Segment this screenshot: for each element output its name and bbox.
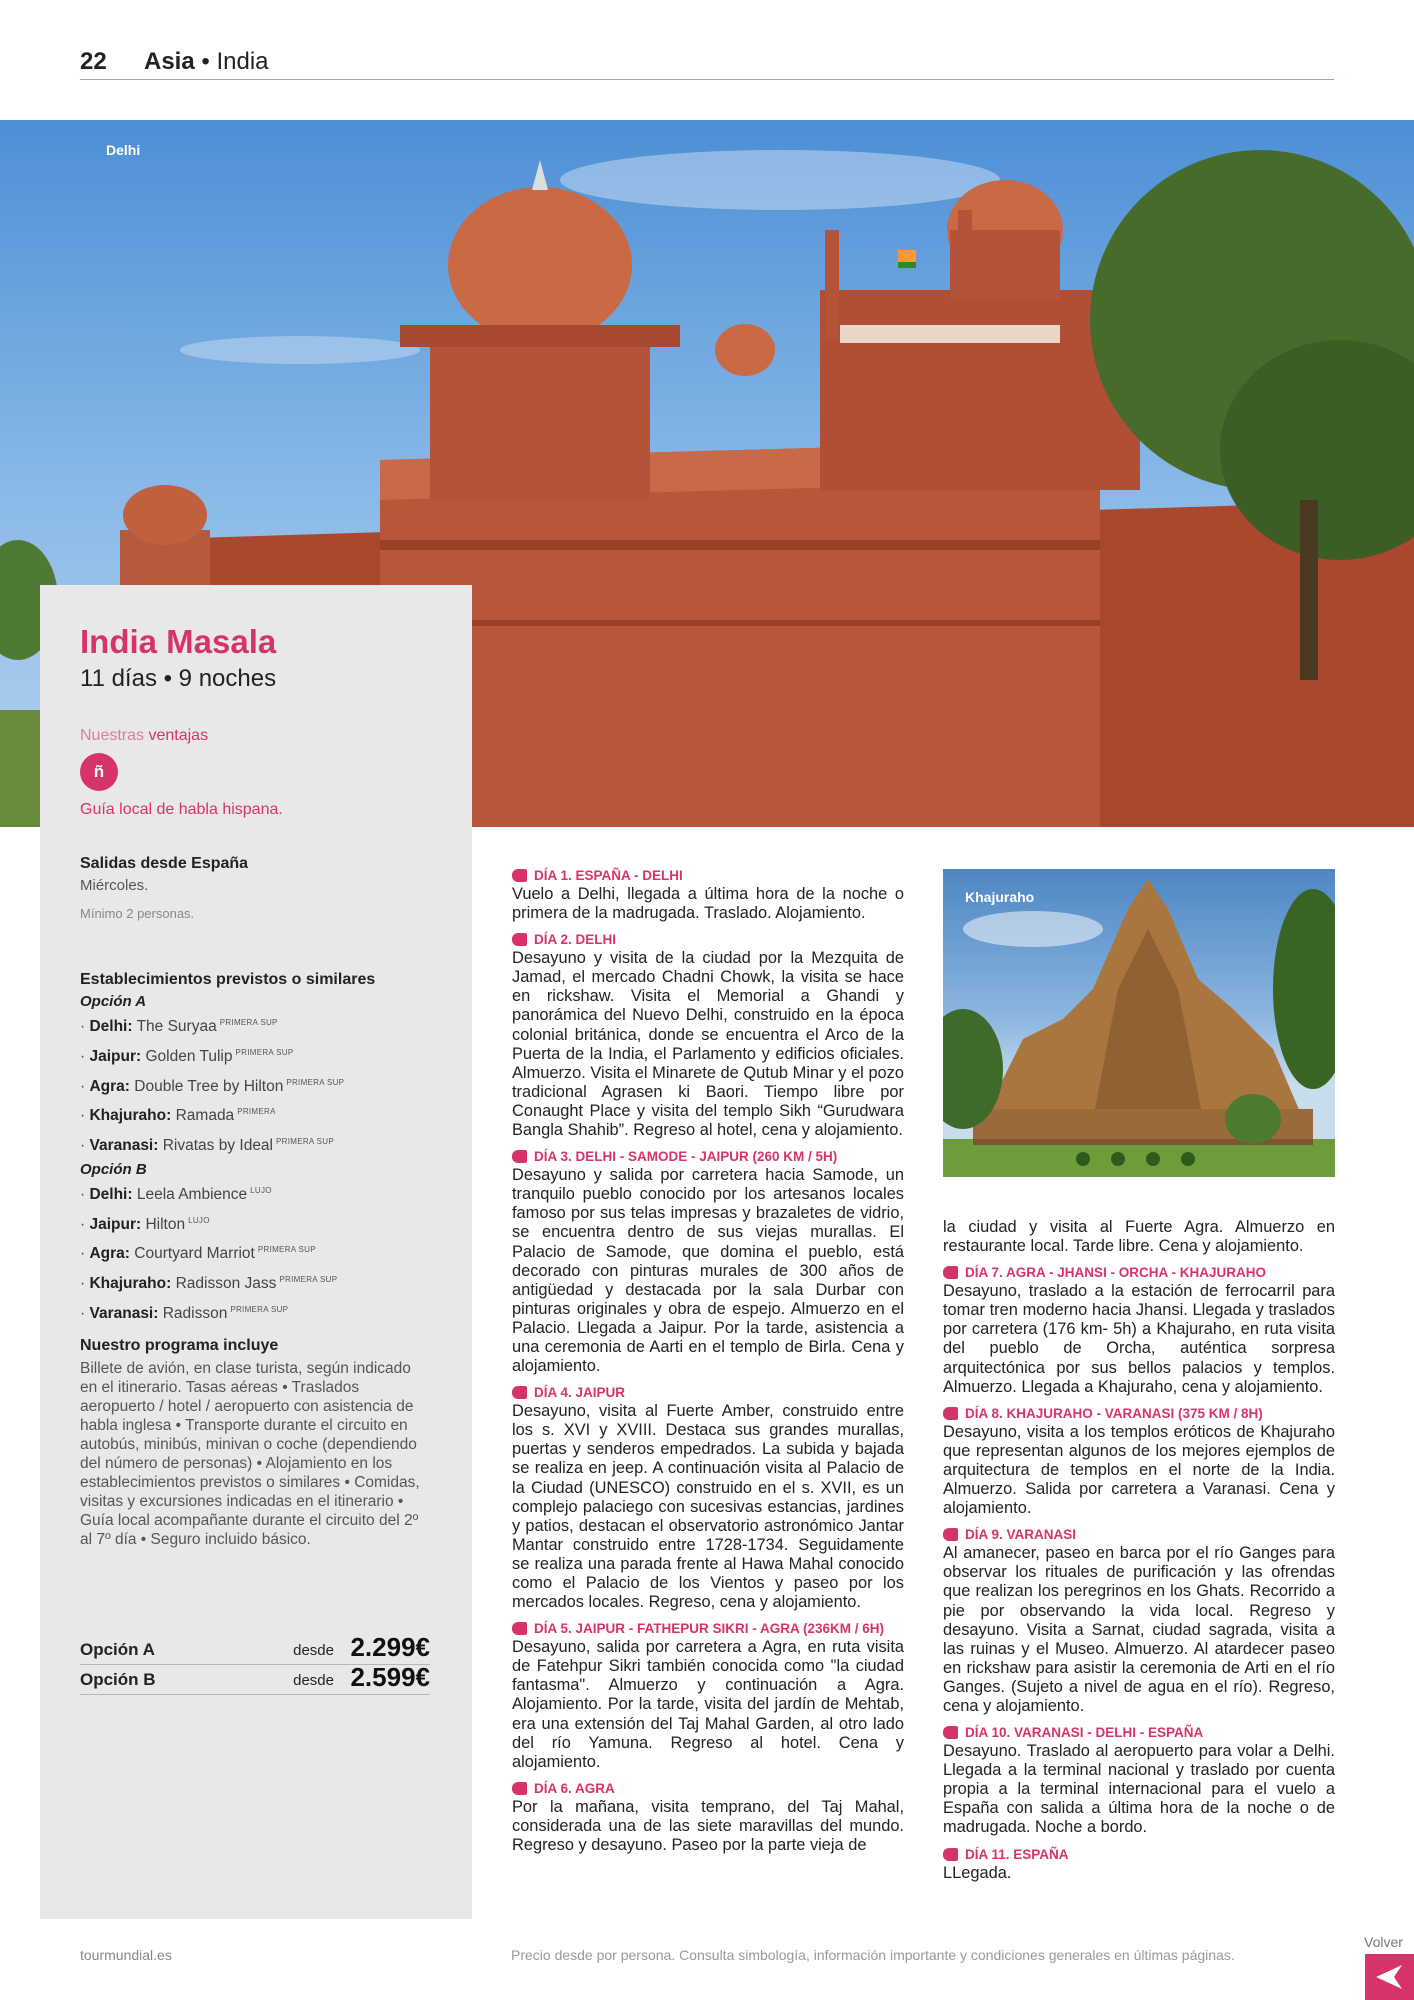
day-marker-icon	[512, 1622, 527, 1635]
day-title-text: DÍA 6. AGRA	[534, 1780, 615, 1796]
tour-title: India Masala	[80, 623, 277, 660]
photo-khajuraho	[943, 869, 1335, 1177]
price-option-label: Opción A	[80, 1640, 155, 1659]
day-title-text: DÍA 10. VARANASI - DELHI - ESPAÑA	[965, 1725, 1204, 1741]
hotel-list-a	[80, 1010, 440, 1159]
hotel-city: Delhi:	[89, 1018, 133, 1036]
includes-title: Nuestro programa incluye	[80, 1337, 279, 1354]
day-title	[512, 1619, 904, 1638]
photo-caption: Khajuraho	[965, 889, 1035, 905]
day-text: Desayuno y visita de la ciudad por la Mezquita de Jamad, el mercado Chadni Chowk, la visita se hace en rickshaw. Visita el Memorial a Ghandi y panorámica del Nuevo Delhi, construido en la época colonial británica, donde se encuentra el Arco de la Puerta de la India, el Parlamento y edificios oficiales. Almuerzo. Visita el Minarete de Qutub Minar y el pozo tradicional Agrasen ki Baori. Tiempo libre por Conaught Place y visita del templo Sikh “Gurudwara Bangla Shahib”. Regreso al hotel, cena y alojamiento.	[512, 949, 904, 1140]
tour-sidebar	[40, 585, 472, 1919]
hotel-category: PRIMERA SUP	[279, 1275, 338, 1284]
hotels-block	[80, 971, 440, 1327]
hotel-category: PRIMERA SUP	[286, 1077, 345, 1087]
day-title	[943, 1404, 1335, 1423]
day-marker-icon	[943, 1726, 958, 1739]
itinerary-day	[943, 1525, 1335, 1716]
itinerary-day	[512, 1383, 904, 1612]
back-button[interactable]	[1365, 1954, 1414, 2000]
hotel-item: · Agra: Courtyard Marriot $^{PRIMERA SUP}$	[80, 1245, 316, 1263]
departure-days: Miércoles.	[80, 877, 149, 894]
day-marker-icon	[512, 1150, 527, 1163]
hotel-city: Varanasi:	[89, 1137, 159, 1155]
hotel-option-b-label: Opción B	[80, 1160, 147, 1178]
hotel-category: PRIMERA SUP	[230, 1304, 289, 1314]
hotel-item: · Delhi: The Suryaa $^{PRIMERA SUP}$	[80, 1018, 278, 1036]
section-title	[144, 48, 269, 76]
hotel-option-a-label: Opción A	[80, 993, 147, 1010]
hotel-item: · Khajuraho: Ramada $^{PRIMERA}$	[80, 1107, 276, 1125]
day-title-text: DÍA 5. JAIPUR - FATHEPUR SIKRI - AGRA (236KM / 6H)	[534, 1621, 885, 1637]
day-title	[512, 1779, 904, 1798]
itinerary-day	[943, 1263, 1335, 1397]
day-text: Desayuno, salida por carretera a Agra, en ruta visita de Fatehpur Sikri también conocida como "la ciudad fantasma". Almuerzo y continuación a Agra. Alojamiento. Por la tarde, visita del jardín de Mehtab, era una extensión del Taj Mahal Garden, al otro lado del río Yamuna. Regreso al hotel. Cena y alojamiento.	[512, 1638, 904, 1771]
hotel-name: Leela Ambience	[136, 1185, 248, 1203]
hotel-name: Double Tree by Hilton	[134, 1077, 284, 1095]
day-text: LLegada.	[943, 1863, 1012, 1882]
day-title	[943, 1723, 1335, 1742]
back-label[interactable]: Volver	[1364, 1934, 1403, 1950]
hotel-list-b	[80, 1178, 440, 1327]
back-arrow-icon	[1374, 1963, 1404, 1991]
includes-text: Billete de avión, en clase turista, según indicado en el itinerario. Tasas aéreas • Traslados aeropuerto / hotel / aeropuerto con asistencia de habla inglesa • Transporte durante el circuito en autobús, minibús, minivan o coche (dependiendo del número de personas) • Alojamiento en los establecimientos previstos o similares • Comidas, visitas y excursiones indicadas en el itinerario • Guía local acompañante durante el circuito del 2º al 7º día • Seguro incluido básico.	[80, 1360, 420, 1548]
hotel-city: Jaipur:	[89, 1047, 142, 1065]
hotel-category: PRIMERA SUP	[219, 1018, 278, 1027]
hotel-city: Khajuraho:	[89, 1275, 172, 1293]
hotels-title: Establecimientos previstos o similares	[80, 971, 376, 988]
price-row-a	[80, 1632, 430, 1665]
page-number: 22	[80, 48, 107, 75]
hotel-category: LUJO	[188, 1215, 210, 1225]
day-marker-icon	[943, 1848, 958, 1861]
hotel-item: · Agra: Double Tree by Hilton $^{PRIMERA SUP}$	[80, 1077, 345, 1095]
advantage-text: Guía local de habla hispana.	[80, 801, 283, 818]
price-amount: 2.599€	[350, 1662, 430, 1692]
hotel-category: LUJO	[250, 1185, 272, 1195]
day-marker-icon	[512, 1782, 527, 1795]
region-label: Asia	[144, 48, 195, 75]
footer-website[interactable]: tourmundial.es	[80, 1947, 172, 1963]
hotel-item: · Jaipur: Hilton $^{LUJO}$	[80, 1215, 210, 1233]
separator: •	[194, 48, 217, 75]
minimum-people: Mínimo 2 personas.	[80, 906, 195, 921]
itinerary-column-2	[943, 1218, 1335, 1890]
day-text: Desayuno, visita al Fuerte Amber, construido entre los s. XVI y XVIII. Destaca sus grandes murallas, puertas y senderos empedrados. La subida y bajada se realiza en jeep. A continuación visita al Palacio de la Ciudad (UNESCO) construido en el s. XVII, es un complejo palaciego con sucesivas estancias, jardines y patios, destacan el observatorio astronómico Jantar Mantar construido entre 1728-1734. Seguidamente se realiza una parada frente al Hawa Mahal conocido como el Palacio de los Vientos y paseo por los mercados locales. Regreso, cena y alojamiento.	[512, 1402, 904, 1612]
day-title	[512, 930, 904, 949]
hotel-city: Jaipur:	[89, 1215, 142, 1233]
hotel-item: · Khajuraho: Radisson Jass $^{PRIMERA SUP}$	[80, 1275, 338, 1293]
day-title	[512, 866, 904, 885]
day-text: Desayuno y salida por carretera hacia Samode, un tranquilo pueblo conocido por los artesanos locales famoso por sus telas impresas y brazaletes de vidrio, se encuentra dentro de sus viejas murallas. El Palacio de Samode, que domina el pueblo, está decorado con pinturas murales de 300 años de antigüedad y destacada por la sala Durbar con pinturas originales y obra de espejo. Almuerzo en el Palacio. Llegada a Jaipur. Por la tarde, asistencia a una ceremonia de Aarti en el templo de Birla. Cena y alojamiento.	[512, 1166, 904, 1376]
hotel-name: Courtyard Marriot	[134, 1245, 255, 1263]
price-from-label: desde	[293, 1642, 334, 1659]
day-title-text: DÍA 7. AGRA - JHANSI - ORCHA - KHAJURAHO	[965, 1265, 1267, 1281]
day-text: Desayuno, traslado a la estación de ferrocarril para tomar tren moderno hacia Jhansi. Llegada y traslados por carretera (176 km- 5h) a Khajuraho, en ruta visita del pueblo de Orcha, auténtica sorpresa arquitectónica por sus bellos palacios y templos. Almuerzo. Llegada a Khajuraho, cena y alojamiento.	[943, 1282, 1335, 1396]
day-title-text: DÍA 4. JAIPUR	[534, 1385, 626, 1401]
hotel-name: The Suryaa	[136, 1018, 217, 1036]
itinerary-column-1	[512, 866, 904, 1862]
spanish-guide-icon: ñ	[80, 753, 118, 791]
day-text: Al amanecer, paseo en barca por el río Ganges para observar los rituales de purificación y las ofrendas que realizan los peregrinos en los Ghats. Recorrido a pie por observando la vida local. Regreso y desayuno. Visita a Sarnat, ciudad sagrada, visita a las ruinas y el Museo. Almuerzo. Al atardecer paseo en rickshaw para asistir la ceremonia de Arti en el río Ganges. (Sujeto a nivel de agua en el río). Regreso, cena y alojamiento.	[943, 1544, 1335, 1715]
day-title-text: DÍA 9. VARANASI	[965, 1527, 1077, 1543]
day-text-continued: la ciudad y visita al Fuerte Agra. Almuerzo en restaurante local. Tarde libre. Cena y alojamiento.	[943, 1218, 1335, 1256]
itinerary-day	[943, 1845, 1335, 1883]
day-title-text: DÍA 11. ESPAÑA	[965, 1846, 1069, 1862]
day-marker-icon	[512, 869, 527, 882]
day-title	[943, 1845, 1335, 1864]
hotel-item: · Delhi: Leela Ambience $^{LUJO}$	[80, 1185, 272, 1203]
hotel-city: Delhi:	[89, 1185, 133, 1203]
hotel-name: Ramada	[175, 1107, 235, 1125]
hero-caption: Delhi	[106, 142, 141, 158]
day-title	[512, 1147, 904, 1166]
day-title	[943, 1525, 1335, 1544]
hotel-item: · Jaipur: Golden Tulip $^{PRIMERA SUP}$	[80, 1047, 294, 1065]
day-title-text: DÍA 8. KHAJURAHO - VARANASI (375 KM / 8H)	[965, 1405, 1263, 1421]
hotel-name: Radisson	[162, 1304, 228, 1322]
itinerary-day	[943, 1723, 1335, 1837]
hotel-item: · Varanasi: Rivatas by Ideal $^{PRIMERA SUP}$	[80, 1137, 334, 1155]
advantages-label-1: Nuestras	[80, 727, 145, 744]
country-label: India	[216, 48, 269, 75]
price-option-label: Opción B	[80, 1670, 156, 1689]
day-title	[943, 1263, 1335, 1282]
hotel-name: Golden Tulip	[145, 1047, 233, 1065]
hotel-city: Agra:	[89, 1245, 130, 1263]
advantages-label	[80, 727, 208, 745]
itinerary-day	[512, 1147, 904, 1376]
hotel-name: Radisson Jass	[175, 1275, 277, 1293]
hotel-city: Agra:	[89, 1077, 130, 1095]
advantages-label-2: ventajas	[148, 727, 209, 744]
day-title-text: DÍA 1. ESPAÑA - DELHI	[534, 868, 683, 883]
day-marker-icon	[943, 1528, 958, 1541]
departures-title: Salidas desde España	[80, 855, 249, 872]
day-text: Desayuno. Traslado al aeropuerto para volar a Delhi. Llegada a la terminal nacional y traslado por cuenta propia a la terminal internacional para el vuelo a España con salida a última hora de la noche o de madrugada. Noche a bordo.	[943, 1742, 1335, 1837]
day-marker-icon	[943, 1407, 958, 1420]
day-marker-icon	[512, 1386, 527, 1399]
hotel-city: Khajuraho:	[89, 1107, 172, 1125]
price-from-label: desde	[293, 1672, 334, 1689]
price-row-b	[80, 1662, 430, 1695]
itinerary-day	[943, 1404, 1335, 1518]
hotel-item: · Varanasi: Radisson $^{PRIMERA SUP}$	[80, 1304, 289, 1322]
temple-illustration	[943, 869, 1335, 1177]
page-header	[80, 48, 1334, 80]
hotel-category: PRIMERA	[237, 1107, 276, 1117]
day-marker-icon	[512, 933, 527, 946]
itinerary-day	[512, 1619, 904, 1772]
itinerary-day	[512, 1779, 904, 1855]
day-text: Desayuno, visita a los templos eróticos de Khajuraho que representan algunos de los mejores ejemplos de arquitectura de templos en el norte de la India. Almuerzo. Salida por carretera a Varanasi. Cena y alojamiento.	[943, 1422, 1335, 1518]
day-text: Por la mañana, visita temprano, del Taj Mahal, considerada una de las siete maravillas del mundo. Regreso y desayuno. Paseo por la parte vieja de	[512, 1797, 904, 1855]
hotel-name: Rivatas by Ideal	[162, 1137, 273, 1155]
tour-duration: 11 días • 9 noches	[80, 665, 277, 692]
day-title	[512, 1383, 904, 1402]
day-title-text: DÍA 3. DELHI - SAMODE - JAIPUR (260 KM / 5H)	[534, 1149, 838, 1165]
hotel-name: Hilton	[145, 1215, 186, 1233]
includes-block	[80, 1337, 430, 1549]
hotel-category: PRIMERA SUP	[257, 1245, 316, 1255]
itinerary-day	[512, 930, 904, 1140]
footer-note: Precio desde por persona. Consulta simbología, información importante y condiciones generales en últimas páginas.	[511, 1947, 1235, 1963]
price-amount: 2.299€	[350, 1632, 430, 1662]
day-text: Vuelo a Delhi, llegada a última hora de la noche o primera de la madrugada. Traslado. Alojamiento.	[512, 885, 904, 923]
hotel-category: PRIMERA SUP	[235, 1047, 294, 1057]
departures-block	[80, 855, 440, 921]
day-marker-icon	[943, 1266, 958, 1279]
hotel-category: PRIMERA SUP	[276, 1137, 334, 1146]
hotel-city: Varanasi:	[89, 1304, 159, 1322]
day-title-text: DÍA 2. DELHI	[534, 932, 617, 948]
itinerary-day	[512, 866, 904, 923]
